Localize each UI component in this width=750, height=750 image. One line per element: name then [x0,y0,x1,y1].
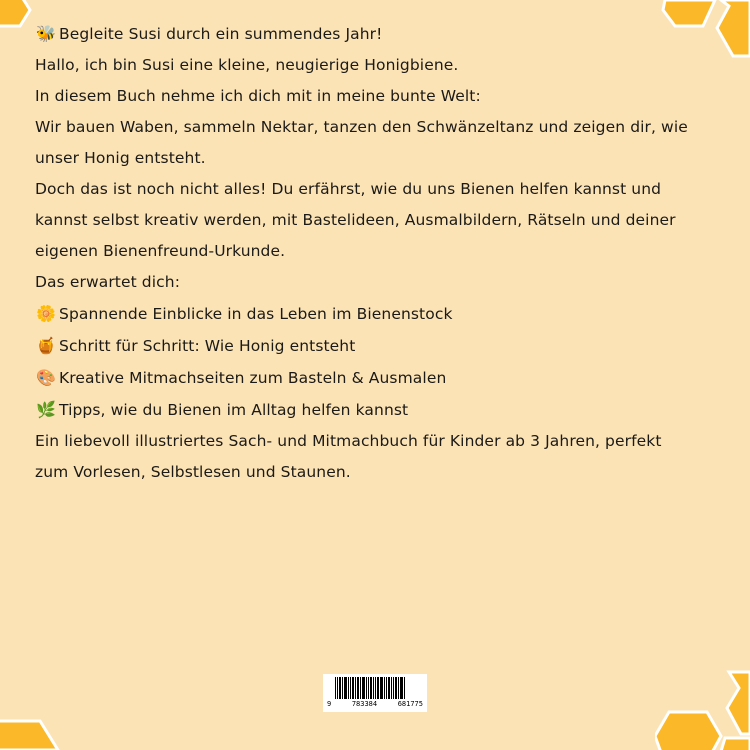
herb-icon: 🌿 [35,400,57,419]
closing-line: zum Vorlesen, Selbstlesen und Staunen. [35,463,351,481]
title-text: Begleite Susi durch ein summendes Jahr! [59,25,383,43]
back-cover-text [35,18,715,488]
palette-icon: 🎨 [35,368,57,387]
barcode-bars [335,677,423,699]
list-item: 🌼 Spannende Einblicke in das Leben im Bienenstock [35,298,715,330]
intro-line: unser Honig entsteht. [35,149,206,167]
daisy-icon: 🌼 [35,304,57,323]
paragraph2-line: kannst selbst kreativ werden, mit Bastelideen, Ausmalbildern, Rätseln und deiner [35,211,676,229]
barcode-lead-digit: 9 [327,700,332,708]
list-item: 🌿 Tipps, wie du Bienen im Alltag helfen kannst [35,394,715,426]
intro-line: In diesem Buch nehme ich dich mit in meine bunte Welt: [35,87,481,105]
list-item: 🍯 Schritt für Schritt: Wie Honig entsteht [35,330,715,362]
barcode-digits [327,700,423,709]
honey-pot-icon: 🍯 [35,336,57,355]
list-item: 🎨 Kreative Mitmachseiten zum Basteln & Ausmalen [35,362,715,394]
honeycomb-bottom-left [0,715,70,750]
honeycomb-bottom-right [655,668,750,750]
paragraph2-line: eigenen Bienenfreund-Urkunde. [35,242,286,260]
isbn-barcode [323,674,427,712]
barcode-group-1: 783384 [351,700,378,708]
bee-icon: 🐝 [35,24,57,43]
paragraph2-line: Doch das ist noch nicht alles! Du erfährst, wie du uns Bienen helfen kannst und [35,180,662,198]
closing-line: Ein liebevoll illustriertes Sach- und Mitmachbuch für Kinder ab 3 Jahren, perfekt [35,432,662,450]
intro-line: Hallo, ich bin Susi eine kleine, neugierige Honigbiene. [35,56,459,74]
intro-line: Wir bauen Waben, sammeln Nektar, tanzen den Schwänzeltanz und zeigen dir, wie [35,118,688,136]
barcode-group-2: 681775 [397,700,423,708]
honeycomb-top-left [0,0,40,30]
title-line [35,18,715,50]
list-heading: Das erwartet dich: [35,273,181,291]
